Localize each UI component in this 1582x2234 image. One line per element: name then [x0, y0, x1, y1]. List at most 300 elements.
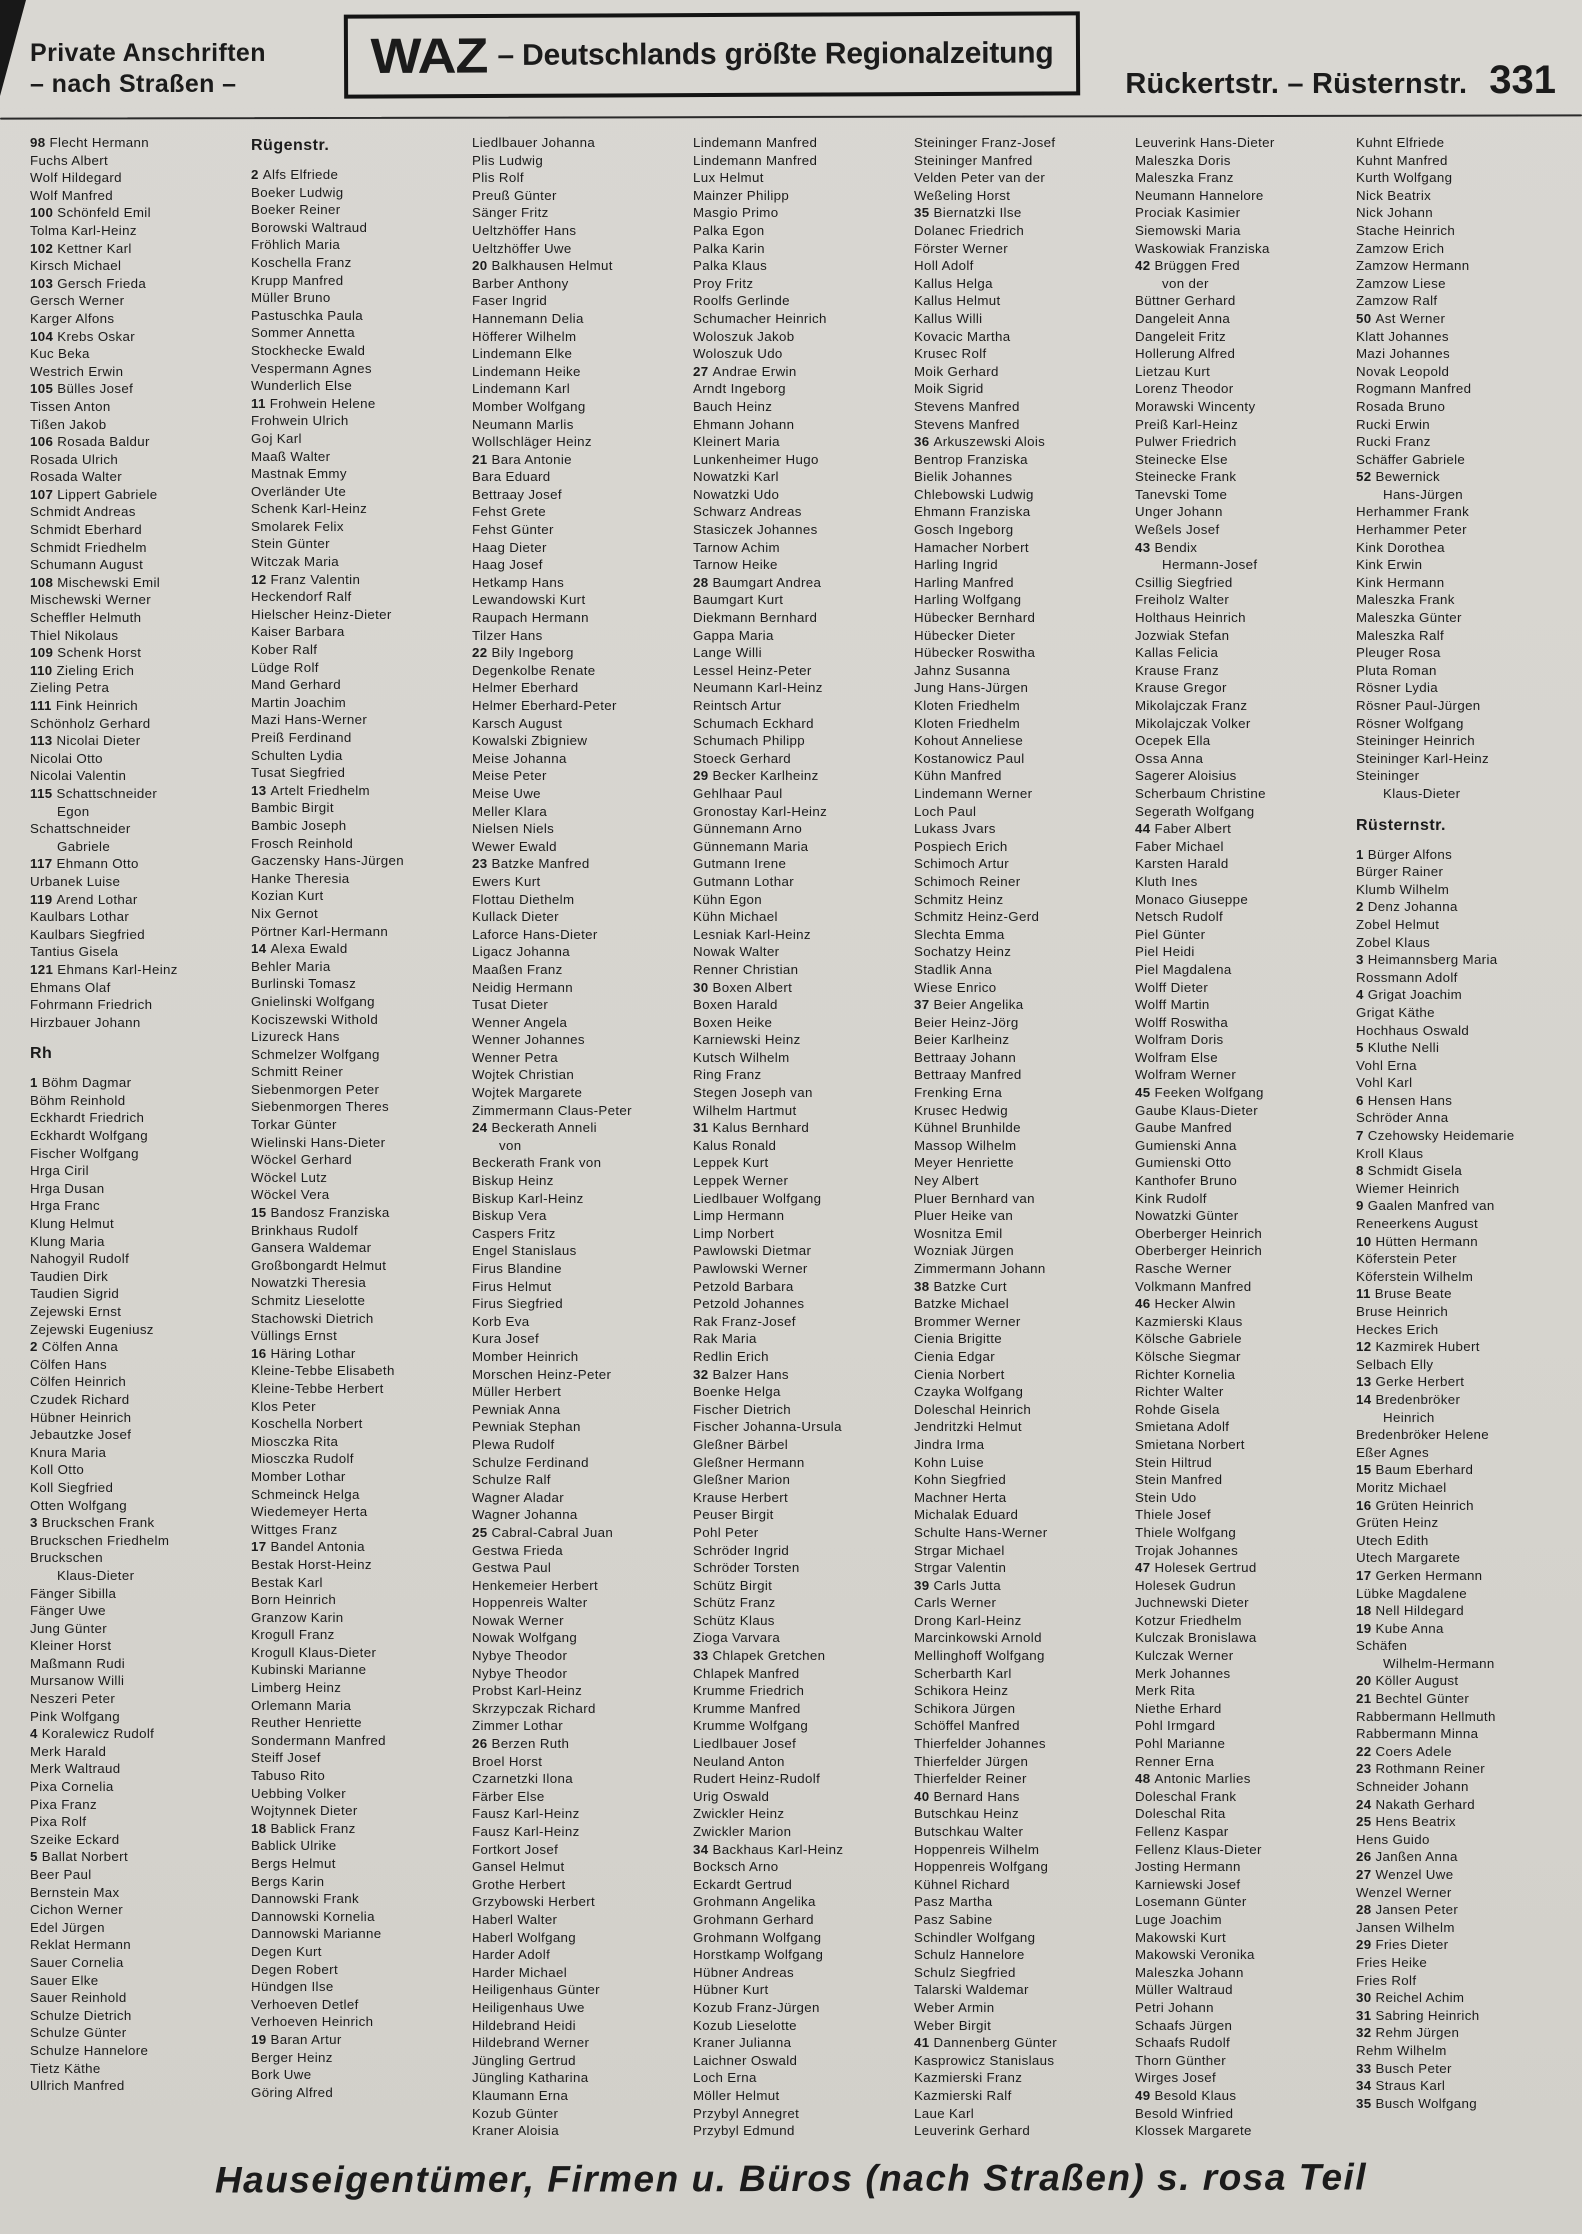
directory-entry: Schütz Klaus — [693, 1612, 775, 1628]
directory-entry: Petzold Barbara — [693, 1278, 794, 1294]
directory-entry: Dannowski Kornelia — [251, 1908, 375, 1924]
directory-entry: Bielik Johannes — [914, 469, 1013, 485]
directory-entry: Wojtek Margarete — [472, 1085, 583, 1101]
directory-entry: Fries Heike — [1356, 1954, 1428, 1970]
directory-entry: 4 Grigat Joachim — [1356, 987, 1463, 1003]
directory-entry: Zwickler Heinz — [693, 1806, 785, 1822]
directory-entry: 40 Bernard Hans — [914, 1788, 1020, 1804]
directory-entry: Kühn Michael — [693, 909, 778, 925]
directory-entry: Schönholz Gerhard — [30, 715, 151, 731]
directory-entry: Wenner Johannes — [472, 1032, 585, 1048]
directory-entry: Koll Otto — [30, 1462, 85, 1478]
directory-entry: Dangeleit Anna — [1135, 310, 1231, 326]
directory-entry: Fänger Uwe — [30, 1603, 106, 1619]
directory-entry: Stein Manfred — [1135, 1472, 1223, 1488]
directory-entry: Diekmann Bernhard — [693, 610, 818, 626]
directory-entry: 31 Sabring Heinrich — [1356, 2007, 1480, 2023]
directory-entry: Gumienski Anna — [1135, 1137, 1237, 1153]
directory-entry: Massop Wilhelm — [914, 1137, 1017, 1153]
directory-entry: Fries Rolf — [1356, 1972, 1417, 1988]
directory-entry: Arndt Ingeborg — [693, 381, 786, 397]
directory-entry: Rosada Walter — [30, 469, 122, 485]
directory-entry: Rösner Paul-Jürgen — [1356, 698, 1481, 713]
directory-entry: 35 Biernatzki Ilse — [914, 205, 1022, 221]
directory-entry: Mikolajczak Franz — [1135, 698, 1248, 713]
directory-entry: Pohl Peter — [693, 1524, 759, 1540]
directory-entry: Butschkau Heinz — [914, 1806, 1020, 1822]
house-number: 27 — [1356, 1867, 1372, 1882]
directory-entry: 102 Kettner Karl — [30, 240, 132, 256]
house-number: 105 — [30, 381, 54, 397]
directory-entry: Talarski Waldemar — [914, 1982, 1029, 1998]
directory-entry: Kallus Helga — [914, 275, 993, 291]
directory-entry: Heckes Erich — [1356, 1321, 1439, 1337]
directory-entry: Faser Ingrid — [472, 293, 548, 309]
directory-entry: Wirges Josef — [1135, 2070, 1217, 2086]
directory-entry: 121 Ehmans Karl-Heinz — [30, 961, 178, 977]
directory-entry: Lindemann Elke — [472, 346, 573, 362]
directory-entry: Steininger Karl-Heinz — [1356, 750, 1489, 766]
directory-entry: Hochhaus Oswald — [1356, 1022, 1470, 1038]
directory-entry: Stein Günter — [251, 536, 330, 552]
house-number: 42 — [1135, 258, 1151, 274]
directory-entry: Knura Maria — [30, 1444, 107, 1460]
house-number: 16 — [251, 1345, 267, 1361]
directory-entry: Grigat Käthe — [1356, 1004, 1435, 1020]
house-number: 34 — [1356, 2078, 1372, 2094]
directory-entry: Born Heinrich — [251, 1592, 337, 1608]
directory-entry: Reneerkens August — [1356, 1216, 1479, 1232]
directory-entry: Harling Manfred — [914, 574, 1014, 590]
directory-entry: Lux Helmut — [693, 170, 764, 186]
directory-entry: Lindemann Werner — [914, 785, 1033, 801]
directory-entry: Harling Wolfgang — [914, 592, 1022, 608]
directory-entry: Waskowiak Franziska — [1135, 240, 1270, 256]
directory-entry: Zejewski Ernst — [30, 1304, 122, 1319]
directory-entry: Schmidt Friedhelm — [30, 539, 147, 555]
directory-entry: Krogull Klaus-Dieter — [251, 1644, 377, 1660]
directory-entry: Steininger Heinrich — [1356, 733, 1475, 749]
house-number: 24 — [1356, 1796, 1372, 1812]
house-number: 5 — [30, 1849, 38, 1865]
directory-entry: 1 Bürger Alfons — [1356, 846, 1453, 862]
house-number: 8 — [1356, 1163, 1364, 1179]
directory-entry: 2 Denz Johanna — [1356, 899, 1458, 915]
directory-entry: Kirsch Michael — [30, 258, 122, 274]
directory-entry: Sochatzy Heinz — [914, 944, 1012, 960]
directory-entry: Wolff Martin — [1135, 997, 1210, 1013]
directory-entry: Gleßner Hermann — [693, 1454, 805, 1470]
directory-entry: Krumme Friedrich — [693, 1683, 805, 1699]
directory-entry: Zobel Helmut — [1356, 916, 1440, 932]
directory-entry: Kühnel Brunhilde — [914, 1120, 1021, 1136]
house-number: 6 — [1356, 1092, 1364, 1108]
directory-entry: 48 Antonic Marlies — [1135, 1771, 1251, 1787]
directory-entry: Velden Peter van der — [914, 170, 1046, 186]
directory-entry: Otten Wolfgang — [30, 1497, 128, 1513]
directory-entry: Butschkau Walter — [914, 1824, 1024, 1839]
directory-entry: Meller Klara — [472, 803, 548, 819]
house-number: 2 — [251, 167, 259, 182]
directory-entry: 107 Lippert Gabriele — [30, 486, 158, 502]
directory-entry: Kloten Friedhelm — [914, 715, 1021, 731]
directory-entry: Büttner Gerhard — [1135, 293, 1236, 309]
directory-entry: Besold Winfried — [1135, 2105, 1234, 2121]
directory-entry: Lessel Heinz-Peter — [693, 662, 812, 678]
directory-entry: Mikolajczak Volker — [1135, 715, 1251, 731]
directory-entry: Thiele Josef — [1135, 1507, 1211, 1523]
directory-entry: Jung Hans-Jürgen — [914, 680, 1029, 696]
directory-entry: Pawlowski Dietmar — [693, 1243, 812, 1259]
house-number: 17 — [1356, 1567, 1372, 1583]
street-heading: Rh — [30, 1045, 53, 1063]
directory-entry: Tarnow Achim — [693, 539, 780, 555]
directory-entry: Schulte Hans-Werner — [914, 1524, 1048, 1540]
directory-entry: Schattschneider — [30, 821, 131, 837]
directory-entry: 98 Flecht Hermann — [30, 135, 150, 150]
directory-entry: Momber Lothar — [251, 1468, 346, 1484]
directory-entry: Günnemann Maria — [693, 838, 809, 854]
directory-entry: Herhammer Peter — [1356, 522, 1467, 538]
directory-entry: Cienia Norbert — [914, 1366, 1005, 1382]
directory-entry: Kazmierski Klaus — [1135, 1313, 1243, 1329]
directory-entry: 23 Rothmann Reiner — [1356, 1761, 1486, 1777]
directory-entry: 23 Batzke Manfred — [472, 856, 590, 872]
directory-entry: Hrga Franc — [30, 1198, 101, 1214]
directory-entry: Sondermann Manfred — [251, 1732, 386, 1748]
directory-entry: Jendritzki Helmut — [914, 1419, 1022, 1435]
directory-entry: Richter Walter — [1135, 1384, 1224, 1400]
directory-entry: Gaube Manfred — [1135, 1120, 1232, 1136]
directory-entry: Steininger Manfred — [914, 152, 1033, 168]
directory-entry: Schneider Johann — [1356, 1779, 1469, 1795]
directory-entry: Czayka Wolfgang — [914, 1384, 1024, 1400]
directory-entry: Vohl Karl — [1356, 1075, 1413, 1091]
directory-entry: Schmidt Eberhard — [30, 522, 143, 538]
directory-entry: Losemann Günter — [1135, 1894, 1247, 1910]
directory-entry: Schöffel Manfred — [914, 1718, 1020, 1734]
directory-entry: Pasz Sabine — [914, 1911, 993, 1927]
directory-entry: Rudert Heinz-Rudolf — [693, 1771, 821, 1787]
directory-entry: Wojtek Christian — [472, 1067, 575, 1083]
directory-entry: Zamzow Erich — [1356, 240, 1445, 256]
directory-entry: Ligacz Johanna — [472, 944, 571, 960]
directory-entry: Kühn Egon — [693, 891, 762, 907]
directory-entry: Schulz Siegfried — [914, 1964, 1016, 1980]
directory-entry: Hetkamp Hans — [472, 574, 565, 590]
house-number: 48 — [1135, 1771, 1151, 1787]
house-number: 107 — [30, 486, 54, 502]
house-number: 104 — [30, 328, 54, 344]
directory-entry: 32 Balzer Hans — [693, 1366, 789, 1382]
house-number: 29 — [1356, 1937, 1372, 1953]
directory-entry: Stoeck Gerhard — [693, 750, 792, 766]
directory-entry: Merk Harald — [30, 1743, 107, 1759]
directory-entry: Müller Waltraud — [1135, 1982, 1233, 1998]
directory-entry: 39 Carls Jutta — [914, 1577, 1001, 1593]
directory-entry: Plewa Rudolf — [472, 1436, 555, 1452]
directory-entry: Gleßner Marion — [693, 1472, 791, 1488]
directory-entry: Barber Anthony — [472, 275, 569, 291]
directory-entry: Wagner Johanna — [472, 1507, 578, 1523]
directory-entry: Fänger Sibilla — [30, 1585, 117, 1601]
directory-entry: Karniewski Heinz — [693, 1032, 801, 1048]
directory-entry: Csillig Siegfried — [1135, 574, 1233, 590]
directory-entry: 2 Cölfen Anna — [30, 1339, 119, 1355]
directory-entry: Orlemann Maria — [251, 1697, 352, 1713]
house-number: 14 — [1356, 1391, 1372, 1407]
directory-entry: Schmidt Andreas — [30, 504, 136, 520]
directory-entry: Vespermann Agnes — [251, 360, 372, 376]
directory-entry: Maaß Walter — [251, 448, 331, 464]
directory-entry: 25 Hens Beatrix — [1356, 1814, 1456, 1830]
directory-entry: 18 Bablick Franz — [251, 1820, 356, 1836]
directory-entry: Fausz Karl-Heinz — [472, 1806, 580, 1822]
directory-entry: Gehlhaar Paul — [693, 785, 783, 801]
directory-entry: 6 Hensen Hans — [1356, 1092, 1453, 1108]
directory-entry: 10 Hütten Hermann — [1356, 1233, 1479, 1249]
directory-entry: Josting Hermann — [1135, 1859, 1241, 1875]
header-rule — [0, 114, 1582, 119]
house-number: 121 — [30, 961, 54, 977]
directory-entry: Leppek Kurt — [693, 1155, 769, 1171]
house-number: 106 — [30, 434, 54, 450]
directory-entry: Wenner Petra — [472, 1049, 558, 1065]
directory-entry: Firus Siegfried — [472, 1296, 563, 1312]
directory-entry: Koll Siegfried — [30, 1479, 114, 1495]
directory-entry: Rabbermann Minna — [1356, 1726, 1479, 1742]
directory-entry: Peuser Birgit — [693, 1507, 774, 1523]
house-number: 31 — [1356, 2007, 1372, 2023]
directory-entry: Schmelzer Wolfgang — [251, 1046, 380, 1062]
directory-entry: Rosada Bruno — [1356, 398, 1446, 414]
directory-entry: Kuc Beka — [30, 346, 90, 362]
directory-entry: 100 Schönfeld Emil — [30, 205, 151, 221]
directory-entry: Woloszuk Jakob — [693, 328, 795, 344]
directory-entry: Miosczka Rudolf — [251, 1451, 354, 1467]
directory-entry: 44 Faber Albert — [1135, 821, 1232, 837]
directory-entry: 3 Heimannsberg Maria — [1356, 952, 1498, 968]
house-number: 20 — [472, 258, 488, 274]
directory-entry: Smietana Adolf — [1135, 1419, 1230, 1435]
house-number: 115 — [30, 785, 53, 801]
directory-entry: 106 Rosada Baldur — [30, 434, 150, 450]
directory-entry: 34 Straus Karl — [1356, 2078, 1446, 2094]
directory-entry: Grohmann Angelika — [693, 1894, 816, 1910]
directory-entry: Limberg Heinz — [251, 1680, 342, 1696]
directory-entry: Tilzer Hans — [472, 627, 543, 643]
directory-entry: Köferstein Peter — [1356, 1251, 1457, 1267]
directory-entry: Lindemann Heike — [472, 363, 581, 379]
directory-entry: Krusec Hedwig — [914, 1102, 1008, 1118]
directory-entry: Trojak Johannes — [1135, 1542, 1239, 1558]
directory-entry: 32 Rehm Jürgen — [1356, 2025, 1460, 2041]
directory-entry: 29 Fries Dieter — [1356, 1937, 1449, 1953]
directory-entry: Kowalski Zbigniew — [472, 733, 588, 749]
directory-entry: Rucki Erwin — [1356, 416, 1431, 432]
directory-entry: Meyer Henriette — [914, 1155, 1014, 1171]
page-number: 331 — [1489, 58, 1556, 102]
directory-entry: Bruckschen Friedhelm — [30, 1532, 170, 1548]
directory-entry: Kink Dorothea — [1356, 539, 1445, 555]
directory-entry: Lizureck Hans — [251, 1029, 340, 1045]
house-number: 13 — [1356, 1374, 1372, 1390]
directory-entry: Przybyl Annegret — [693, 2105, 800, 2121]
directory-entry: Schaafs Rudolf — [1135, 2035, 1231, 2051]
directory-entry: Ney Albert — [914, 1173, 979, 1189]
directory-entry: Kink Rudolf — [1135, 1190, 1207, 1206]
house-number: 25 — [472, 1524, 488, 1540]
directory-entry: Lindemann Karl — [472, 381, 571, 397]
directory-entry: Maleszka Johann — [1135, 1964, 1244, 1980]
house-number: 35 — [1356, 2095, 1372, 2111]
directory-entry: Kullack Dieter — [472, 909, 559, 925]
directory-entry: Bruse Heinrich — [1356, 1304, 1449, 1319]
directory-entry: Ocepek Ella — [1135, 733, 1211, 749]
house-number: 27 — [693, 363, 709, 379]
street-heading: Rügenstr. — [251, 137, 330, 154]
house-number: 47 — [1135, 1560, 1151, 1576]
directory-entry: 22 Bily Ingeborg — [472, 645, 574, 661]
directory-entry: 115 Schattschneider — [30, 785, 158, 801]
directory-entry: Jebautzke Josef — [30, 1427, 132, 1443]
directory-entry: Schulze Dietrich — [30, 2007, 132, 2023]
directory-entry: Richter Kornelia — [1135, 1366, 1236, 1382]
directory-entry: Thorn Günther — [1135, 2052, 1227, 2068]
directory-entry: 3 Bruckschen Frank — [30, 1515, 155, 1531]
directory-column-5 — [914, 134, 1122, 2144]
directory-column-7 — [1356, 134, 1564, 2144]
house-number: 38 — [914, 1278, 930, 1294]
directory-entry: Fellenz Kaspar — [1135, 1824, 1229, 1839]
directory-entry: Sauer Elke — [30, 1972, 99, 1988]
section-title-line1: Private Anschriften — [30, 39, 266, 67]
directory-entry: Beier Heinz-Jörg — [914, 1014, 1019, 1030]
directory-entry: Stasiczek Johannes — [693, 522, 818, 538]
directory-entry: Fehst Günter — [472, 522, 554, 538]
house-number: 18 — [251, 1820, 267, 1836]
directory-entry: 18 Nell Hildegard — [1356, 1603, 1464, 1619]
directory-entry: Laue Karl — [914, 2105, 975, 2121]
directory-entry: 26 Janßen Anna — [1356, 1849, 1458, 1865]
directory-entry: Hens Guido — [1356, 1831, 1430, 1847]
directory-entry: Hollerung Alfred — [1135, 346, 1236, 362]
directory-entry: Bruckschen — [30, 1550, 103, 1566]
directory-entry: Roolfs Gerlinde — [693, 293, 790, 309]
house-number: 30 — [693, 979, 709, 995]
scan-corner-artifact — [0, 0, 26, 96]
directory-entry: Herhammer Frank — [1356, 504, 1470, 520]
directory-entry: 15 Bandosz Franziska — [251, 1205, 390, 1221]
directory-entry: Pörtner Karl-Hermann — [251, 923, 389, 939]
house-number: 109 — [30, 645, 54, 661]
directory-entry: Drong Karl-Heinz — [914, 1612, 1022, 1628]
directory-entry: 52 Bewernick — [1356, 469, 1441, 485]
directory-entry: Strgar Michael — [914, 1542, 1005, 1558]
directory-entry: Neidig Hermann — [472, 979, 573, 995]
directory-entry: Brinkhaus Rudolf — [251, 1222, 358, 1238]
directory-entry: Szeike Eckard — [30, 1831, 120, 1847]
directory-entry: Pluta Roman — [1356, 662, 1437, 678]
directory-entry: Plis Rolf — [472, 170, 524, 186]
directory-entry: Steinecke Frank — [1135, 469, 1237, 485]
directory-entry: Sagerer Aloisius — [1135, 768, 1237, 784]
directory-entry: Pleuger Rosa — [1356, 645, 1441, 661]
directory-entry: Nick Johann — [1356, 205, 1434, 221]
directory-entry: 119 Arend Lothar — [30, 891, 138, 907]
directory-entry: Smolarek Felix — [251, 518, 344, 534]
house-number: 52 — [1356, 469, 1372, 485]
directory-entry: 37 Beier Angelika — [914, 997, 1024, 1013]
directory-entry: Probst Karl-Heinz — [472, 1683, 583, 1699]
directory-entry: Bork Uwe — [251, 2067, 312, 2083]
directory-entry: Kalus Ronald — [693, 1137, 777, 1153]
directory-entry: Kubinski Marianne — [251, 1662, 367, 1678]
directory-entry: Stadlik Anna — [914, 961, 993, 977]
directory-entry: Pixa Rolf — [30, 1814, 87, 1830]
directory-entry: Schmeinck Helga — [251, 1486, 360, 1502]
directory-entry: Kanthofer Bruno — [1135, 1173, 1238, 1189]
directory-entry: 113 Nicolai Dieter — [30, 733, 141, 749]
directory-entry: Morschen Heinz-Peter — [472, 1366, 612, 1382]
directory-entry: Kaiser Barbara — [251, 624, 345, 640]
directory-column-3 — [472, 134, 680, 2144]
directory-entry: Fohrmann Friedrich — [30, 997, 153, 1013]
directory-entry: 7 Czehowsky Heidemarie — [1356, 1128, 1515, 1144]
directory-entry: 29 Becker Karlheinz — [693, 768, 819, 784]
directory-entry: Schmitz Heinz — [914, 891, 1004, 907]
directory-entry: Boxen Harald — [693, 997, 778, 1013]
directory-entry: 49 Besold Klaus — [1135, 2087, 1237, 2103]
directory-entry: Meise Johanna — [472, 750, 567, 766]
directory-entry: Neumann Marlis — [472, 416, 574, 432]
directory-entry: Vohl Erna — [1356, 1057, 1417, 1073]
directory-entry: Krause Herbert — [693, 1489, 789, 1505]
directory-entry: Schütz Birgit — [693, 1577, 773, 1593]
directory-entry: Kallus Willi — [914, 310, 983, 326]
directory-entry: Momber Heinrich — [472, 1348, 579, 1364]
directory-entry: Egon — [57, 803, 90, 819]
directory-entry: Kovacic Martha — [914, 328, 1011, 344]
directory-entry: Schulze Günter — [30, 2025, 127, 2041]
directory-entry: Schindler Wolfgang — [914, 1929, 1036, 1945]
directory-entry: Helmer Eberhard-Peter — [472, 698, 617, 713]
directory-entry: Nielsen Niels — [472, 821, 555, 837]
house-number: 32 — [1356, 2025, 1372, 2041]
directory-entry: Scherbaum Christine — [1135, 785, 1266, 801]
directory-entry: Niethe Erhard — [1135, 1700, 1222, 1716]
directory-entry: Tissen Anton — [30, 398, 111, 414]
directory-entry: Rasche Werner — [1135, 1261, 1232, 1276]
house-number: 113 — [30, 733, 53, 749]
directory-entry: Gosch Ingeborg — [914, 522, 1014, 538]
directory-entry: Mellinghoff Wolfgang — [914, 1648, 1045, 1664]
house-number: 37 — [914, 997, 930, 1013]
directory-entry: Eckardt Gertrud — [693, 1876, 793, 1892]
directory-entry: 5 Kluthe Nelli — [1356, 1040, 1440, 1056]
directory-entry: Kölsche Gabriele — [1135, 1331, 1242, 1347]
house-number: 103 — [30, 275, 54, 291]
directory-entry: Mazi Hans-Werner — [251, 712, 368, 728]
directory-entry: Preiß Karl-Heinz — [1135, 416, 1239, 432]
directory-entry: Bauch Heinz — [693, 398, 773, 414]
directory-entry: Maaßen Franz — [472, 961, 563, 977]
directory-entry: Moik Gerhard — [914, 363, 999, 379]
directory-entry: Loch Erna — [693, 2070, 757, 2086]
directory-column-4 — [693, 134, 901, 2144]
directory-entry: Beer Paul — [30, 1867, 92, 1882]
directory-entry: Pink Wolfgang — [30, 1708, 121, 1724]
